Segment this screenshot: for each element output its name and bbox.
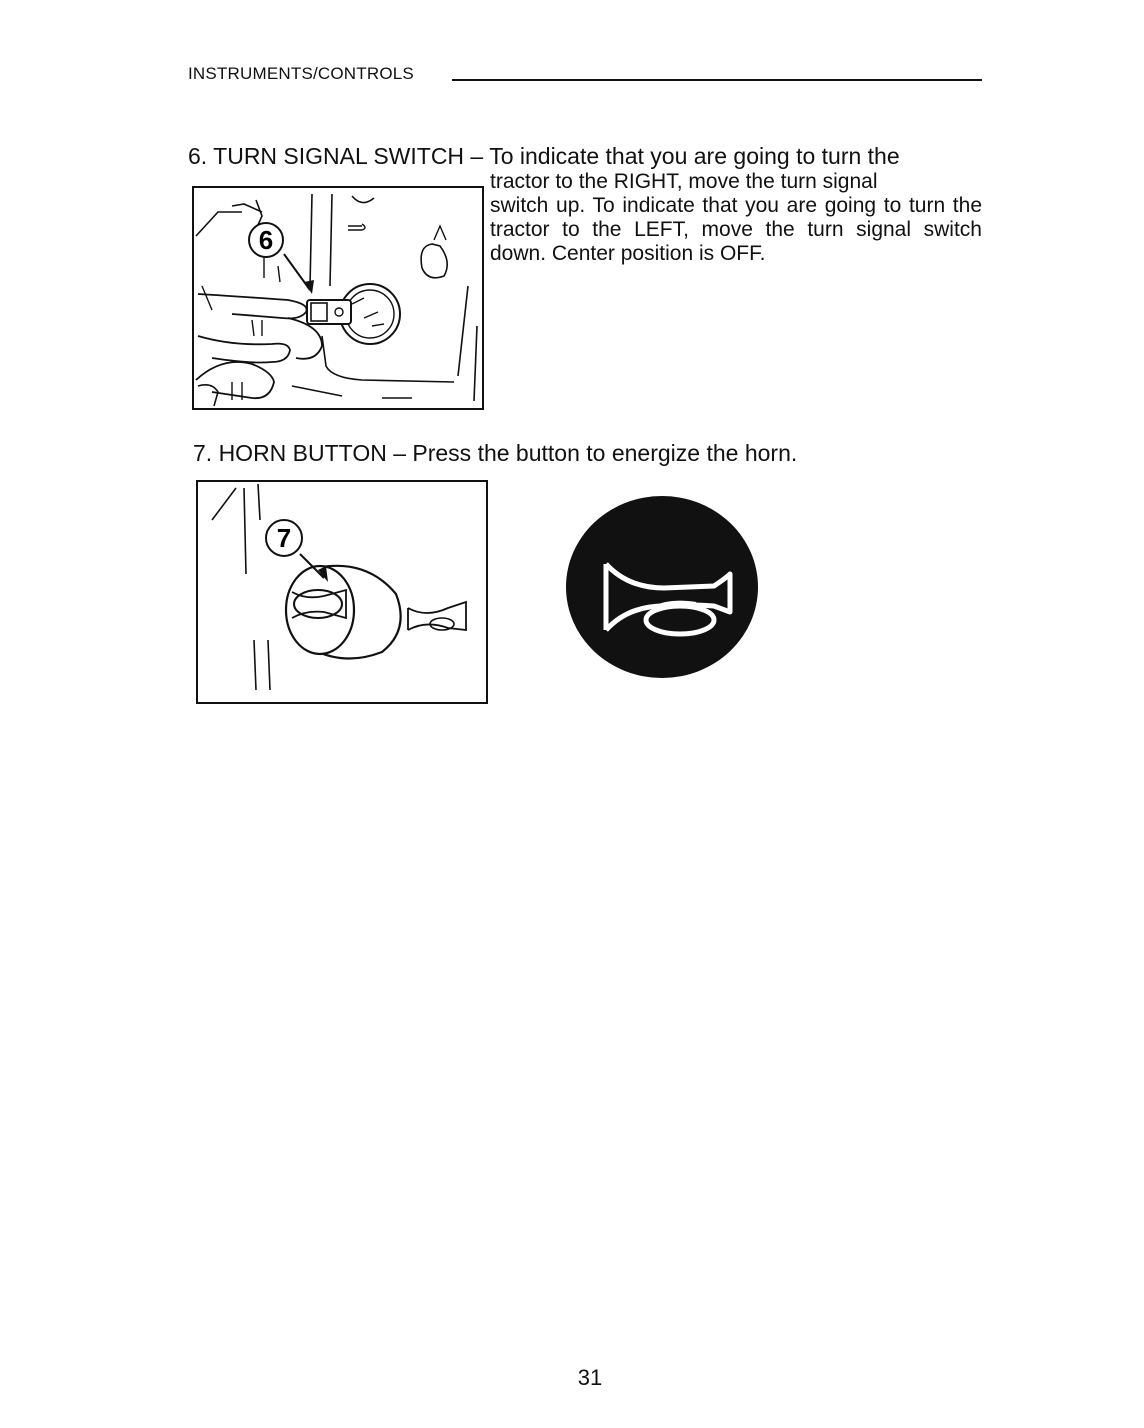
horn-button-figure <box>196 480 488 704</box>
turn-signal-figure <box>192 186 484 410</box>
page-number: 31 <box>577 1365 603 1390</box>
section-header: INSTRUMENTS/CONTROLS <box>188 64 414 83</box>
header-rule <box>452 79 982 81</box>
turn-signal-description <box>490 170 982 266</box>
turn-signal-switch-icon <box>192 186 484 410</box>
turn-signal-heading: 6. TURN SIGNAL SWITCH – To indicate that you are going to turn the <box>188 143 900 169</box>
horn-button-heading: 7. HORN BUTTON – Press the button to energize the horn. <box>193 440 798 466</box>
horn-button-icon <box>196 480 488 704</box>
turn-signal-description-rest: switch up. To indicate that you are going to turn the tractor to the LEFT, move the turn signal switch down. Center position is OFF. <box>490 194 982 265</box>
horn-icon <box>564 494 760 680</box>
horn-symbol-badge <box>564 494 760 680</box>
turn-signal-description-line1: tractor to the RIGHT, move the turn signal <box>490 170 878 193</box>
callout-7: 7 <box>276 523 292 553</box>
callout-6: 6 <box>258 225 274 255</box>
